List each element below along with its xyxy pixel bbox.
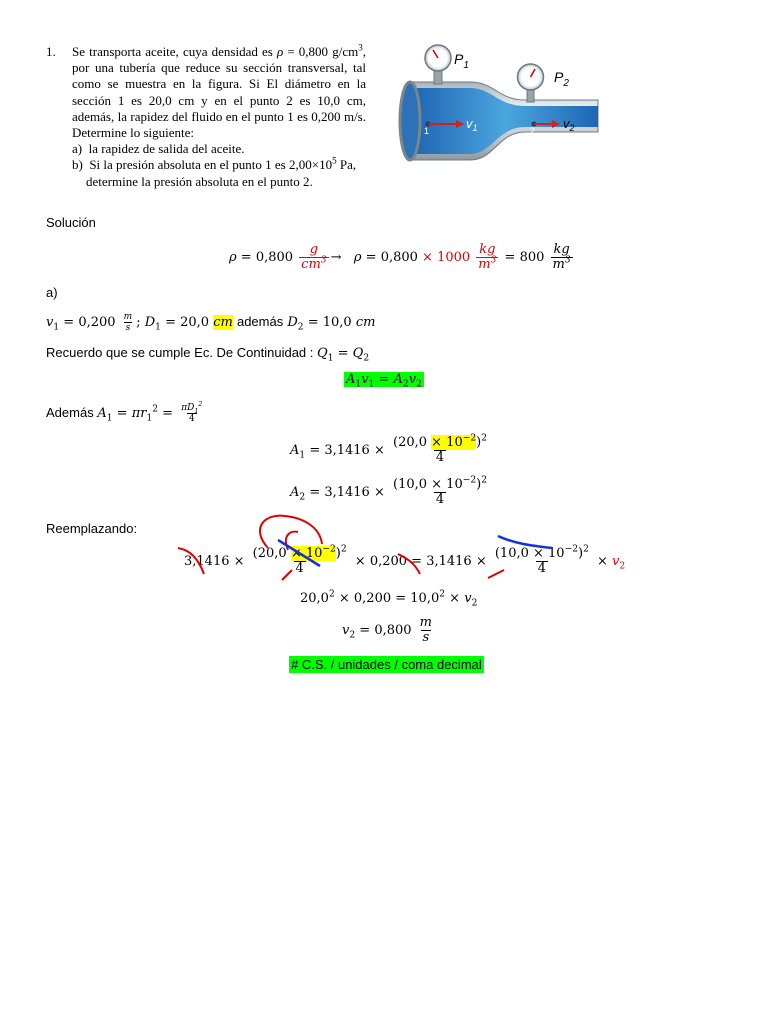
problem-item-a: a) la rapidez de salida del aceite. bbox=[72, 141, 245, 157]
continuity-line bbox=[46, 345, 370, 364]
cross-out-2 bbox=[398, 554, 420, 574]
area-text: Además bbox=[46, 405, 94, 420]
pipe-figure bbox=[380, 38, 600, 198]
a1-equation: $A_1 = 3,1416$ × $\frac{(20,0 \times 10^{-2})^2}{4}$ bbox=[290, 433, 488, 465]
continuity-equation: $Q_1 = Q_2$ bbox=[317, 346, 370, 364]
point-1-label: 1 bbox=[424, 126, 430, 136]
cross-out-1 bbox=[178, 548, 204, 574]
cross-out-denom-1 bbox=[282, 570, 292, 580]
given-values: $v_1 = 0,200$ $\frac{m}{s}$ ; $D_1 = 20,0$ cm además $D_2 = 10,0$ cm bbox=[46, 312, 376, 333]
problem-statement bbox=[46, 44, 366, 190]
v2-label: $v_2$ bbox=[563, 116, 575, 133]
density-equation: ρ = 0,800 $\frac{g}{cm^3}$ → ρ = 0,800 × 1000 $\frac{kg}{m^3}$ = 800 $\frac{kg}{m^3}$ bbox=[229, 242, 571, 272]
v1-label: $v_1$ bbox=[466, 116, 478, 133]
problem-text: Se transporta aceite, cuya densidad es ρ = 0,800 $g/cm^3$, por una tubería que reduce su sección transversal, tal como se muestra en la figura. Si El diámetro en la sección 1 es 20,0 cm y en el punto 2 es 10,0 cm, además, la rapidez del fluido en el punto 1 es 0,200 m/s. Determine lo siguiente: bbox=[72, 42, 366, 141]
blue-strike-2 bbox=[498, 536, 552, 548]
simplified-equation: $20,0^2 \times 0,200 = 10,0^2 \times v_2$ bbox=[300, 589, 478, 609]
replace-equation: 3,1416 × $\frac{(20,0 \times 10^{-2})^2}{4}$ × 0,200 = 3,1416 × $\frac{(10,0 \times 10^{-2})^2}{4}$ × $v_2$ bbox=[184, 544, 626, 576]
a2-equation: $A_2 = 3,1416$ × $\frac{(10,0 \times 10^{-2})^2}{4}$ bbox=[290, 475, 487, 507]
continuity-text: Recuerdo que se cumple Ec. De Continuidad : bbox=[46, 345, 314, 360]
pipe-opening bbox=[400, 82, 420, 160]
result-equation: $v_2 = 0,800$ $\frac{m}{s}$ bbox=[342, 615, 432, 645]
problem-number: 1. bbox=[46, 44, 56, 59]
solution-label: Solución bbox=[46, 215, 96, 230]
area-line bbox=[46, 403, 206, 424]
footer-note: # C.S. / unidades / coma decimal bbox=[291, 657, 482, 672]
continuity-boxed-equation: $A_1v_1 = A_2v_2$ bbox=[346, 372, 422, 390]
point-2-label: 2 bbox=[530, 126, 536, 136]
gauge-1-label: $P_1$ bbox=[454, 51, 469, 71]
part-a-label: a) bbox=[46, 285, 58, 300]
replace-label: Reemplazando: bbox=[46, 521, 138, 536]
handwritten-annotations bbox=[170, 508, 590, 588]
gauge-2-label: $P_2$ bbox=[554, 69, 569, 89]
problem-item-b: b) Si la presión absoluta en el punto 1 es $2,00\times 10^5$ Pa, determine la presión absoluta en el punto 2. bbox=[72, 156, 357, 189]
gauge-2-stem bbox=[527, 89, 534, 102]
blue-strike-1 bbox=[278, 540, 320, 566]
area-equation: $A_1 = \pi r_1^2$ = $\frac{\pi D_1^2}{4}$ bbox=[97, 401, 203, 424]
cross-out-denom-2 bbox=[488, 570, 504, 578]
